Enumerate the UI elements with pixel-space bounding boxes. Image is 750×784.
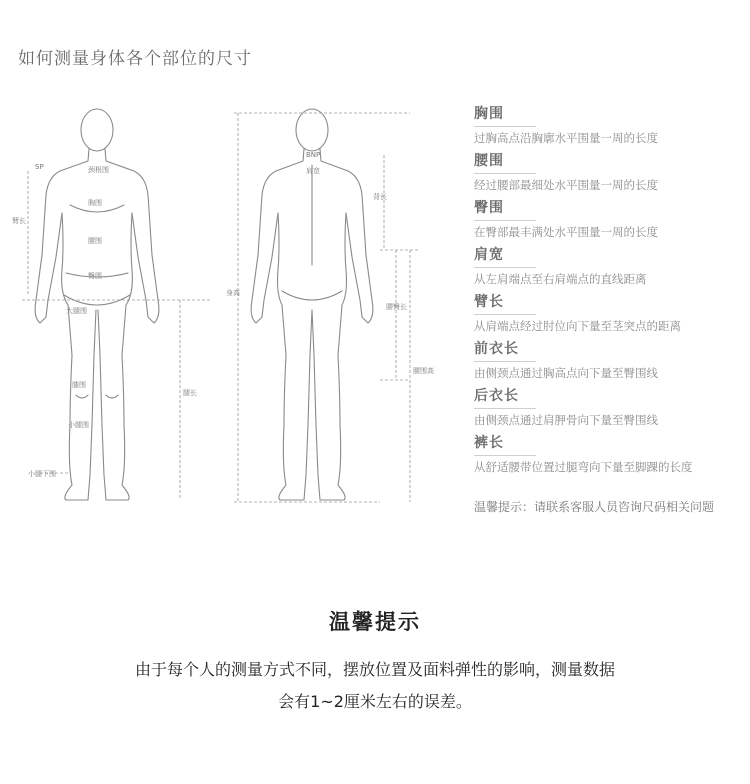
label-leg: 腿长	[183, 389, 197, 397]
label-shoulder: 肩宽	[306, 167, 320, 175]
divider	[474, 361, 536, 362]
notice-body	[0, 654, 750, 718]
measurement-item-hip	[474, 198, 744, 245]
divider	[474, 126, 536, 127]
measurement-desc: 由侧颈点通过胸高点向下量至臀围线	[474, 366, 658, 380]
label-chest: 胸围	[88, 199, 102, 207]
label-knee: 膝围	[72, 381, 86, 389]
measurement-desc: 从肩端点经过肘位向下量至茎突点的距离	[474, 319, 681, 333]
measurement-title: 裤长	[474, 435, 504, 451]
divider	[474, 267, 536, 268]
measurement-item-front-length	[474, 339, 744, 386]
label-sp: SP	[35, 163, 44, 171]
measurement-desc: 从舒适腰带位置过腿弯向下量至脚踝的长度	[474, 460, 693, 474]
label-neck: 颈根围	[88, 166, 109, 174]
label-ankle: 小腿下围	[28, 470, 56, 478]
label-waist-to-hip: 腰臀长	[386, 303, 407, 311]
measurement-title: 臀围	[474, 200, 504, 216]
measurement-item-arm	[474, 292, 744, 339]
measurement-desc: 过胸高点沿胸廓水平围量一周的长度	[474, 131, 658, 145]
divider	[474, 220, 536, 221]
measurement-item-pants-length	[474, 433, 744, 480]
measurement-item-waist	[474, 151, 744, 198]
measurement-title: 臂长	[474, 294, 504, 310]
body-diagram	[0, 95, 460, 525]
label-calf: 小腿围	[68, 421, 89, 429]
measurement-desc: 经过腰部最细处水平围量一周的长度	[474, 178, 658, 192]
label-bnp: BNP	[306, 151, 321, 159]
label-thigh: 大腿围	[66, 307, 87, 315]
label-back-length: 背长	[373, 193, 387, 201]
measurement-item-shoulder	[474, 245, 744, 292]
label-hip: 臀围	[88, 272, 102, 280]
notice-title: 温馨提示	[329, 610, 421, 634]
measurement-desc: 从左肩端点至右肩端点的直线距离	[474, 272, 647, 286]
label-arm: 臂长	[12, 217, 26, 225]
notice-line-2: 会有1~2厘米左右的误差。	[278, 692, 472, 711]
measurement-title: 前衣长	[474, 341, 519, 357]
label-waist-height: 腰围高	[413, 367, 434, 375]
measurement-desc: 在臀部最丰满处水平围量一周的长度	[474, 225, 658, 239]
tip-text: 温馨提示：请联系客服人员咨询尺码相关问题	[474, 500, 715, 514]
measurement-title: 胸围	[474, 106, 504, 122]
divider	[474, 408, 536, 409]
measurement-item-back-length	[474, 386, 744, 433]
divider	[474, 173, 536, 174]
measurement-list	[474, 104, 744, 480]
notice-line-1: 由于每个人的测量方式不同，摆放位置及面料弹性的影响，测量数据	[134, 660, 615, 679]
measurement-title: 肩宽	[474, 247, 504, 263]
page-title: 如何测量身体各个部位的尺寸	[18, 49, 252, 69]
measurement-title: 腰围	[474, 153, 504, 169]
divider	[474, 455, 536, 456]
label-height: 身高	[226, 289, 240, 297]
measurement-desc: 由侧颈点通过肩胛骨向下量至臀围线	[474, 413, 658, 427]
label-waist: 腰围	[88, 237, 102, 245]
measurement-title: 后衣长	[474, 388, 519, 404]
measurement-item-chest	[474, 104, 744, 151]
divider	[474, 314, 536, 315]
